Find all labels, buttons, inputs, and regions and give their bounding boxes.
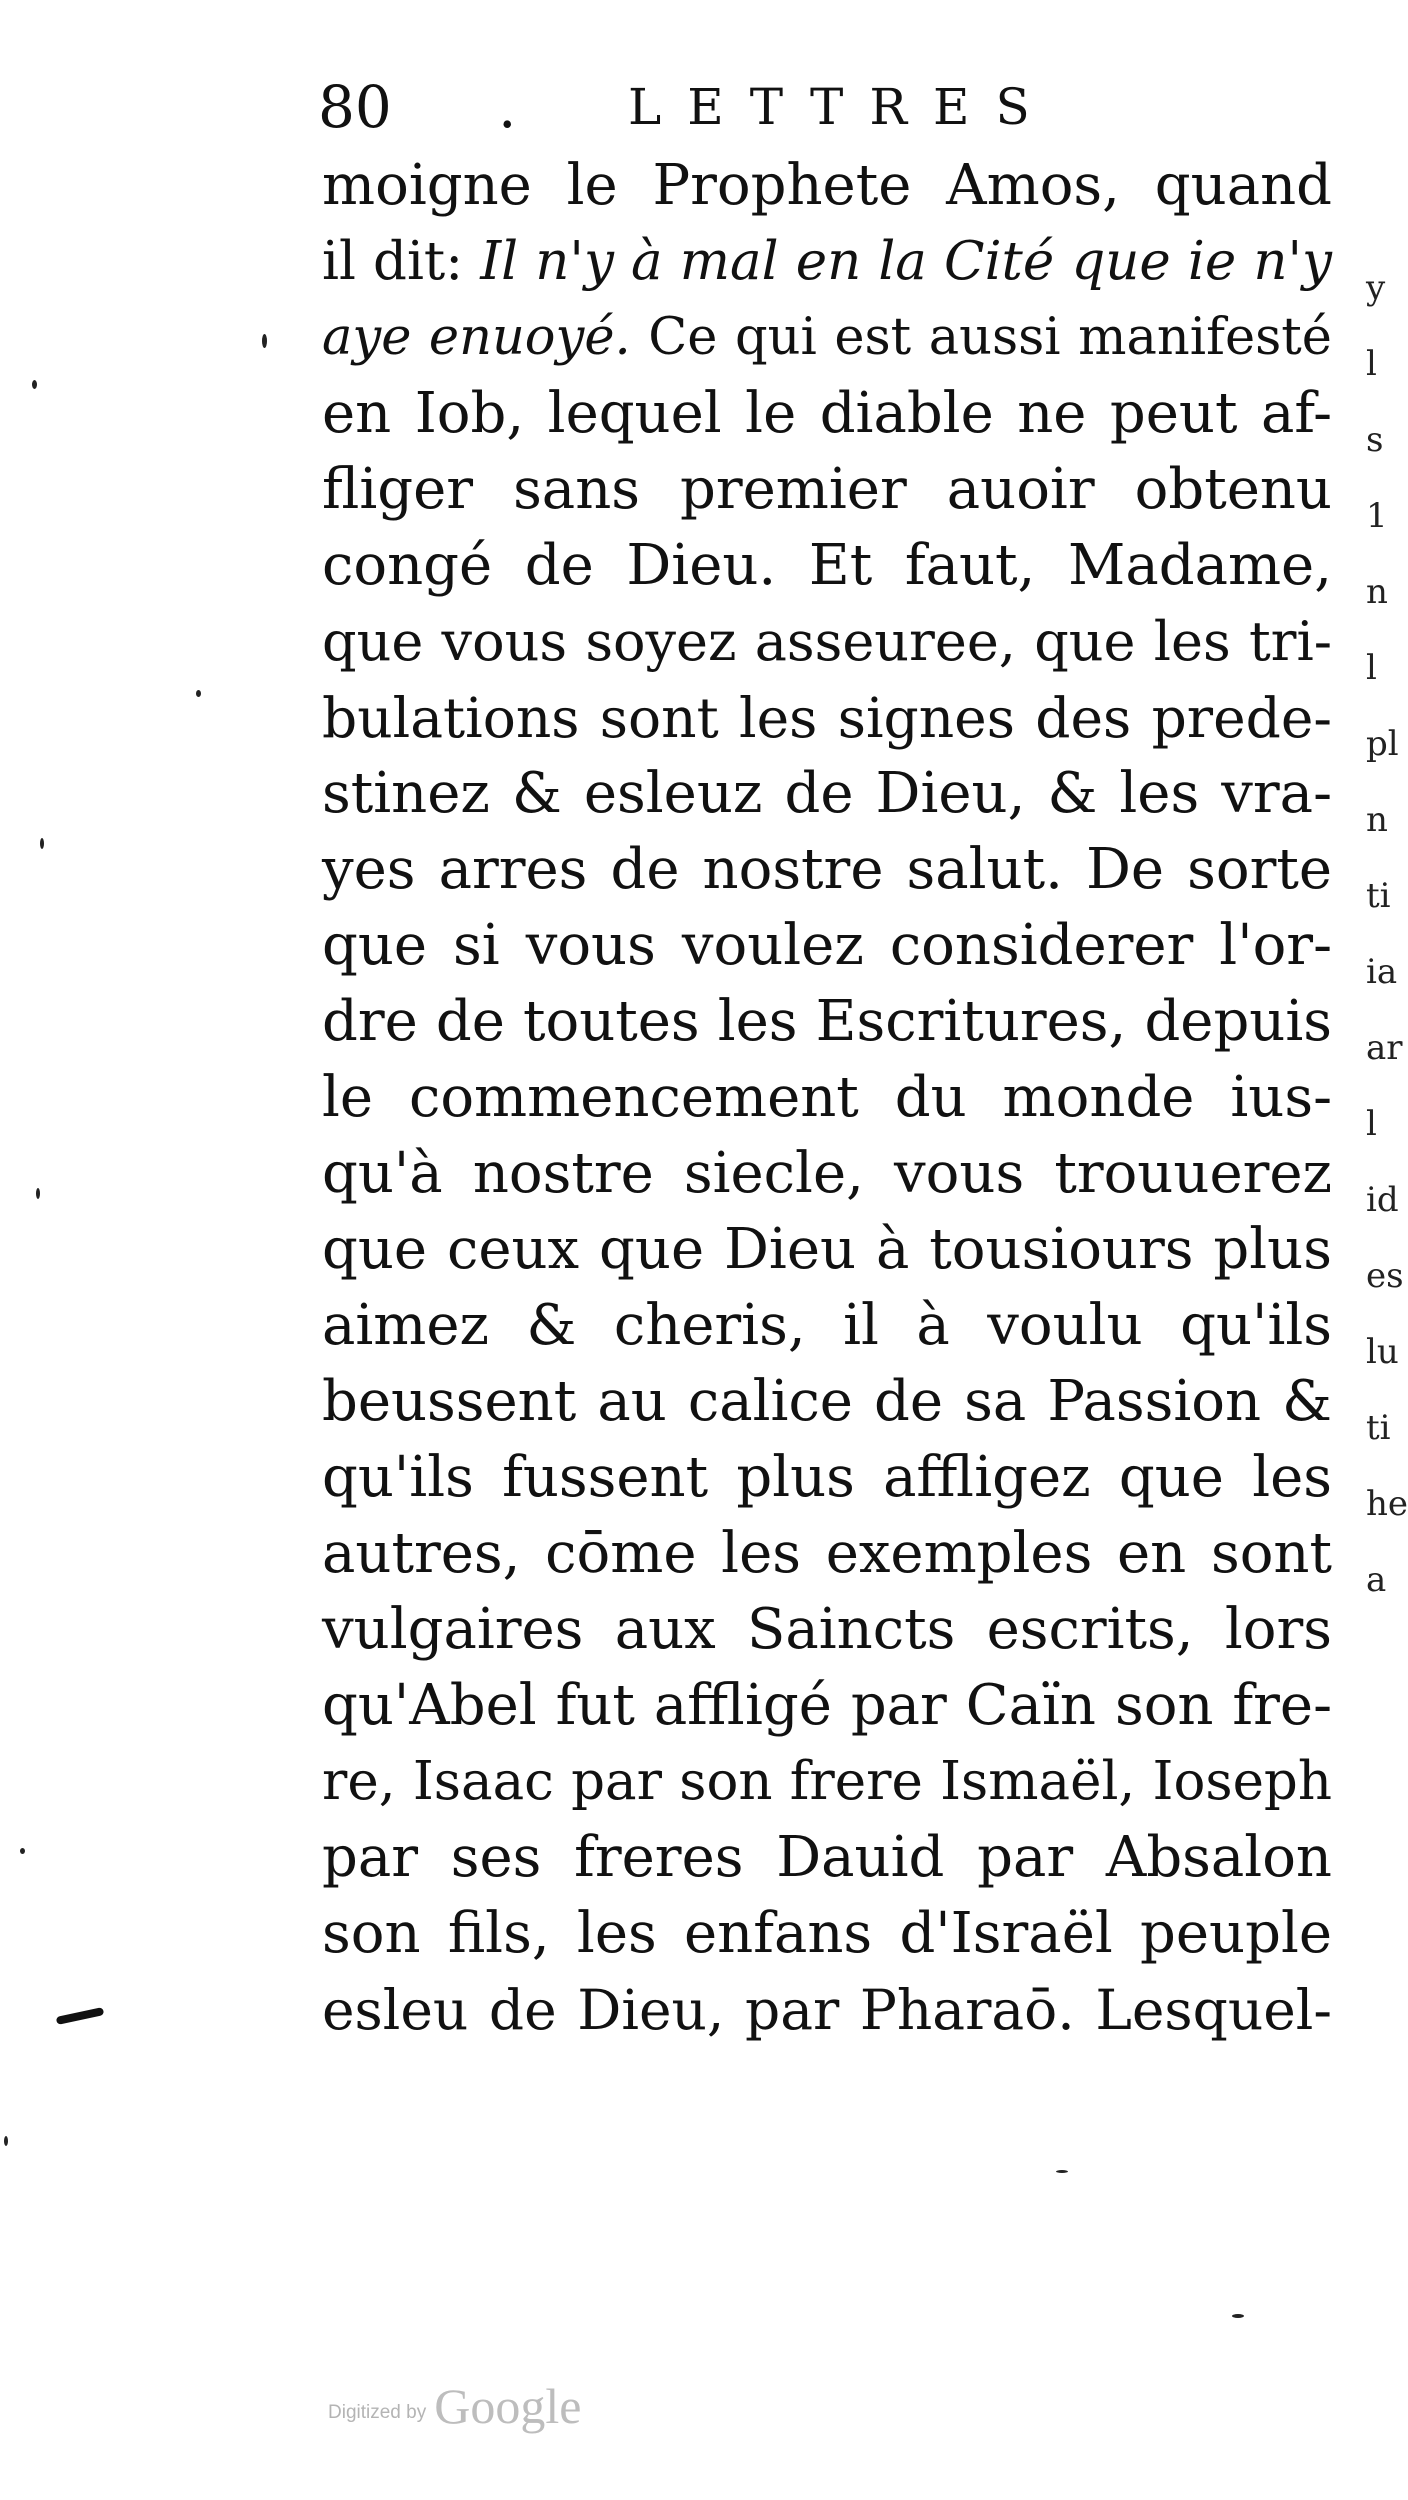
text-line bbox=[322, 984, 1332, 1060]
text-run: dre de toutes les Escritures, depuis bbox=[322, 989, 1332, 1054]
bleed-fragment: n bbox=[1366, 800, 1388, 840]
text-line bbox=[322, 1212, 1332, 1288]
digitization-watermark bbox=[328, 2372, 581, 2432]
text-line bbox=[322, 1364, 1332, 1440]
text-line bbox=[322, 300, 1332, 376]
bleed-fragment: ar bbox=[1366, 1028, 1403, 1068]
bleed-fragment: a bbox=[1366, 1560, 1387, 1600]
bleed-fragment: es bbox=[1366, 1256, 1404, 1296]
text-run: yes arres de nostre salut. De sorte bbox=[322, 837, 1332, 902]
ink-speck bbox=[20, 1848, 25, 1854]
text-line bbox=[322, 452, 1332, 528]
text-line bbox=[322, 604, 1332, 680]
text-line bbox=[322, 224, 1332, 300]
italic-quotation: aye enuoyé. bbox=[322, 308, 631, 367]
text-run: autres, cōme les exemples en sont bbox=[322, 1521, 1332, 1586]
ink-speck bbox=[196, 690, 201, 697]
text-line bbox=[322, 1516, 1332, 1592]
text-run: par ses freres Dauid par Absalon bbox=[322, 1825, 1332, 1890]
text-line bbox=[322, 832, 1332, 908]
ink-speck bbox=[40, 838, 44, 849]
bleed-fragment: 1 bbox=[1366, 496, 1388, 536]
page-number: 80 bbox=[318, 73, 392, 141]
bleed-fragment: l bbox=[1366, 1104, 1377, 1144]
google-logo: Google bbox=[434, 2378, 582, 2434]
text-run: congé de Dieu. Et faut, Madame, bbox=[322, 533, 1332, 598]
ink-speck bbox=[262, 334, 267, 348]
text-run: son fils, les enfans d'Israël peuple bbox=[322, 1901, 1332, 1966]
text-run: en Iob, lequel le diable ne peut af- bbox=[322, 381, 1332, 446]
margin-mark bbox=[56, 2007, 105, 2025]
text-run: aimez & cheris, il à voulu qu'ils bbox=[322, 1293, 1332, 1358]
ink-speck bbox=[36, 1188, 40, 1199]
text-line bbox=[322, 756, 1332, 832]
text-line bbox=[322, 376, 1332, 452]
text-run: bulations sont les signes des prede- bbox=[322, 686, 1332, 750]
text-line bbox=[322, 1896, 1332, 1972]
text-run: vulgaires aux Saincts escrits, lors bbox=[322, 1597, 1332, 1662]
text-line bbox=[322, 1592, 1332, 1668]
bleed-fragment: ti bbox=[1366, 1408, 1391, 1448]
body-text bbox=[322, 148, 1332, 2048]
text-line bbox=[322, 680, 1332, 756]
text-run: esleu de Dieu, par Pharaō. Lesquel- bbox=[322, 1978, 1332, 2042]
text-line bbox=[322, 1440, 1332, 1516]
ink-speck bbox=[1232, 2314, 1244, 2318]
text-run: que ceux que Dieu à tousiours plus bbox=[322, 1217, 1332, 1282]
text-run: moigne le Prophete Amos, quand bbox=[322, 153, 1332, 218]
watermark-digitized-by: Digitized by bbox=[328, 2402, 427, 2423]
ink-speck bbox=[1056, 2170, 1068, 2173]
italic-quotation: Il n'y à mal en la Cité que ie n'y bbox=[480, 231, 1332, 292]
text-line bbox=[322, 148, 1332, 224]
text-run: il dit: bbox=[322, 231, 481, 292]
ink-speck bbox=[32, 380, 37, 389]
facing-page-bleed bbox=[1366, 250, 1408, 1618]
text-line bbox=[322, 528, 1332, 604]
text-run: qu'ils fussent plus affligez que les bbox=[322, 1445, 1332, 1510]
bleed-fragment: pl bbox=[1366, 724, 1399, 764]
text-line bbox=[322, 1060, 1332, 1136]
bleed-fragment: id bbox=[1366, 1180, 1399, 1220]
bleed-fragment: l bbox=[1366, 344, 1377, 384]
bleed-fragment: l bbox=[1366, 648, 1377, 688]
bleed-fragment: n bbox=[1366, 572, 1388, 612]
text-run: Ce qui est aussi manifesté bbox=[630, 308, 1332, 367]
text-run: fliger sans premier auoir obtenu bbox=[322, 457, 1332, 522]
bleed-fragment: ti bbox=[1366, 876, 1391, 916]
running-title: LETTRES bbox=[628, 78, 1056, 136]
text-line bbox=[322, 1744, 1332, 1820]
text-line bbox=[322, 1136, 1332, 1212]
text-run: beussent au calice de sa Passion & bbox=[322, 1369, 1332, 1434]
text-line bbox=[322, 1820, 1332, 1896]
ink-speck bbox=[4, 2136, 8, 2146]
header-dot: . bbox=[498, 73, 517, 141]
text-run: qu'à nostre siecle, vous trouuerez bbox=[322, 1141, 1332, 1206]
text-run: qu'Abel fut affligé par Caïn son fre- bbox=[322, 1673, 1332, 1738]
text-run: que vous soyez asseuree, que les tri- bbox=[322, 610, 1332, 673]
text-line bbox=[322, 1972, 1332, 2048]
text-line bbox=[322, 1288, 1332, 1364]
text-run: que si vous voulez considerer l'or- bbox=[322, 913, 1332, 978]
text-line bbox=[322, 908, 1332, 984]
bleed-fragment: y bbox=[1366, 268, 1386, 308]
bleed-fragment: ia bbox=[1366, 952, 1398, 992]
text-line bbox=[322, 1668, 1332, 1744]
text-run: stinez & esleuz de Dieu, & les vra- bbox=[322, 761, 1332, 826]
bleed-fragment: s bbox=[1366, 420, 1384, 460]
bleed-fragment: he bbox=[1366, 1484, 1408, 1524]
running-head bbox=[318, 72, 1328, 142]
bleed-fragment: lu bbox=[1366, 1332, 1399, 1372]
text-run: re, Isaac par son frere Ismaël, Ioseph bbox=[322, 1751, 1332, 1812]
text-run: le commencement du monde ius- bbox=[322, 1065, 1332, 1130]
